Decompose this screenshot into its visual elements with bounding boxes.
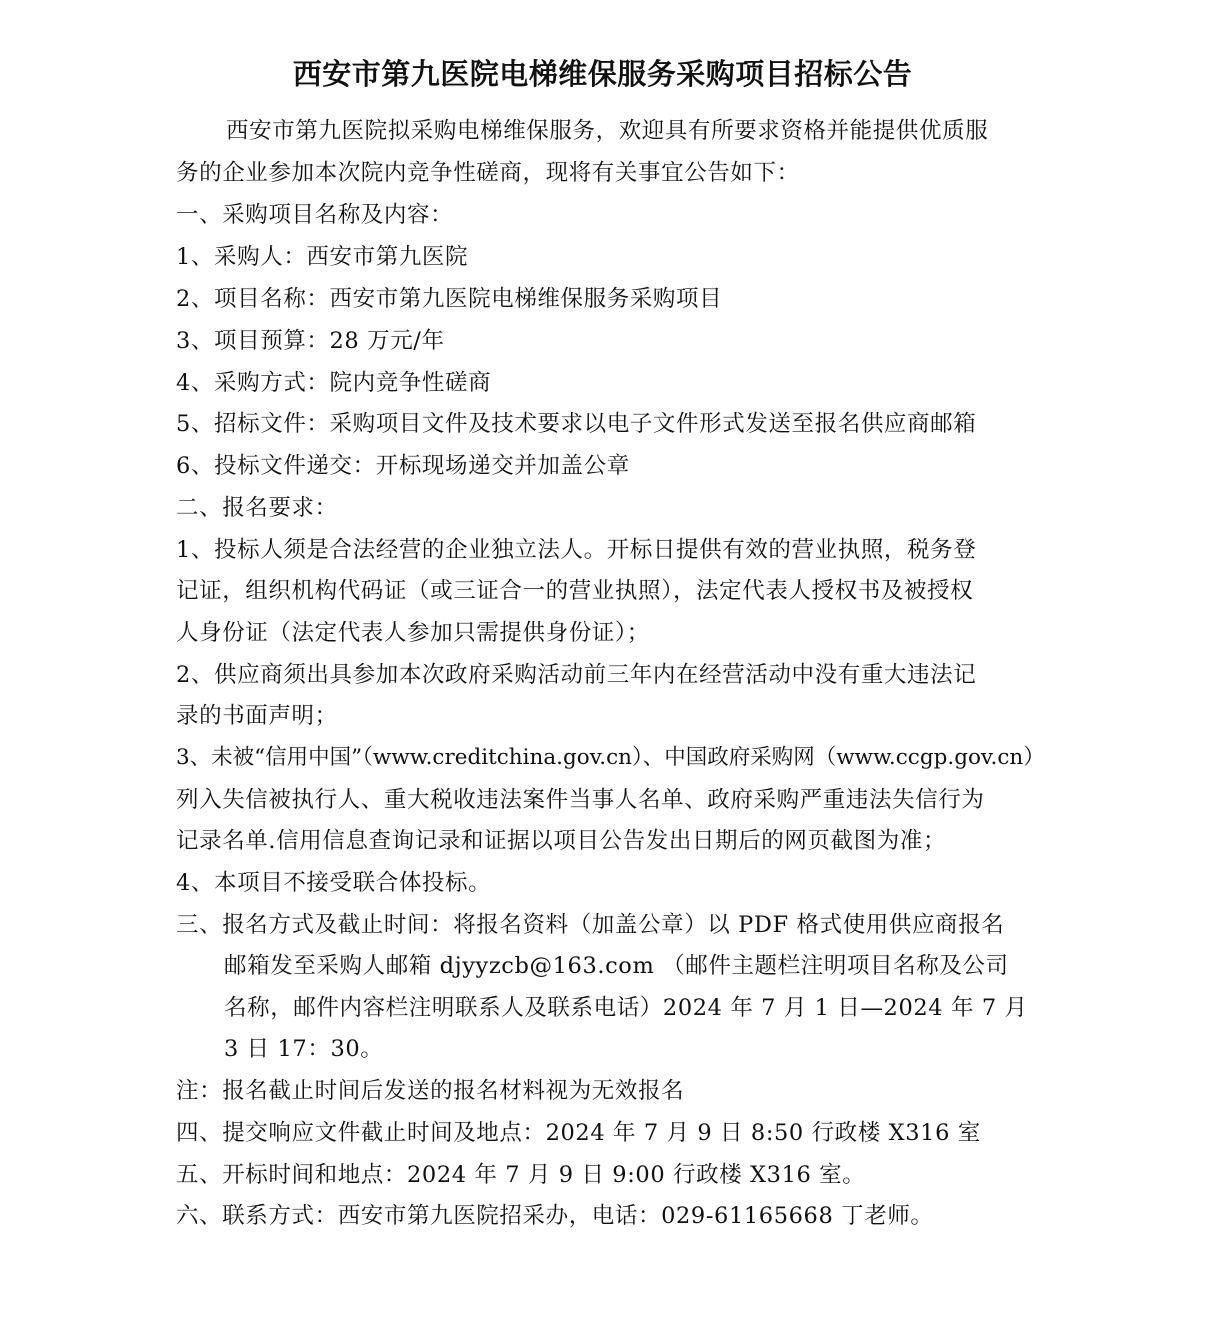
section6-line: 六、联系方式：西安市第九医院招采办，电话：029-61165668 丁老师。 xyxy=(176,1203,934,1229)
section1-heading: 一、采购项目名称及内容： xyxy=(176,202,454,228)
section1-item-method: 4、采购方式：院内竞争性磋商 xyxy=(176,370,492,396)
intro-line-2: 务的企业参加本次院内竞争性磋商，现将有关事宜公告如下： xyxy=(176,160,800,186)
section2-line: 4、本项目不接受联合体投标。 xyxy=(176,870,492,896)
page-title: 西安市第九医院电梯维保服务采购项目招标公告 xyxy=(292,57,913,91)
section1-item-bid-docs: 5、招标文件：采购项目文件及技术要求以电子文件形式发送至报名供应商邮箱 xyxy=(176,411,977,437)
section2-line: 人身份证（法定代表人参加只需提供身份证）； xyxy=(176,620,650,646)
section1-item-purchaser: 1、采购人：西安市第九医院 xyxy=(176,244,469,270)
section1-item-project-name: 2、项目名称：西安市第九医院电梯维保服务采购项目 xyxy=(176,286,723,312)
section2-line: 3、未被“信用中国”（www.creditchina.gov.cn）、中国政府采购网（www.ccgp.gov.cn） xyxy=(176,745,1045,770)
section2-line: 1、投标人须是合法经营的企业独立法人。开标日提供有效的营业执照，税务登 xyxy=(176,537,977,563)
section3-line: 邮箱发至采购人邮箱 djyyzcb@163.com （邮件主题栏注明项目名称及公司 xyxy=(224,953,1009,979)
section4-line: 四、提交响应文件截止时间及地点：2024 年 7 月 9 日 8:50 行政楼 X316 室 xyxy=(176,1120,981,1146)
section1-item-submission: 6、投标文件递交：开标现场递交并加盖公章 xyxy=(176,453,630,479)
section1-item-budget: 3、项目预算：28 万元/年 xyxy=(176,328,445,354)
section2-line: 2、供应商须出具参加本次政府采购活动前三年内在经营活动中没有重大违法记 xyxy=(176,662,977,688)
section2-line: 列入失信被执行人、重大税收违法案件当事人名单、政府采购严重违法失信行为 xyxy=(176,787,985,813)
section3-line: 名称，邮件内容栏注明联系人及联系电话）2024 年 7 月 1 日—2024 年 7 月 xyxy=(224,995,1028,1021)
section2-heading: 二、报名要求： xyxy=(176,495,338,521)
intro-line-1: 西安市第九医院拟采购电梯维保服务，欢迎具有所要求资格并能提供优质服 xyxy=(226,118,989,144)
section2-line: 记证，组织机构代码证（或三证合一的营业执照），法定代表人授权书及被授权 xyxy=(176,578,974,604)
section3-line: 三、报名方式及截止时间：将报名资料（加盖公章）以 PDF 格式使用供应商报名 xyxy=(176,912,1005,938)
section2-line: 记录名单.信用信息查询记录和证据以项目公告发出日期后的网页截图为准； xyxy=(176,828,947,854)
section2-line: 录的书面声明； xyxy=(176,703,338,729)
section3-line: 3 日 17：30。 xyxy=(224,1036,384,1062)
note-line: 注：报名截止时间后发送的报名材料视为无效报名 xyxy=(176,1078,685,1104)
section5-line: 五、开标时间和地点：2024 年 7 月 9 日 9:00 行政楼 X316 室。 xyxy=(176,1162,866,1188)
